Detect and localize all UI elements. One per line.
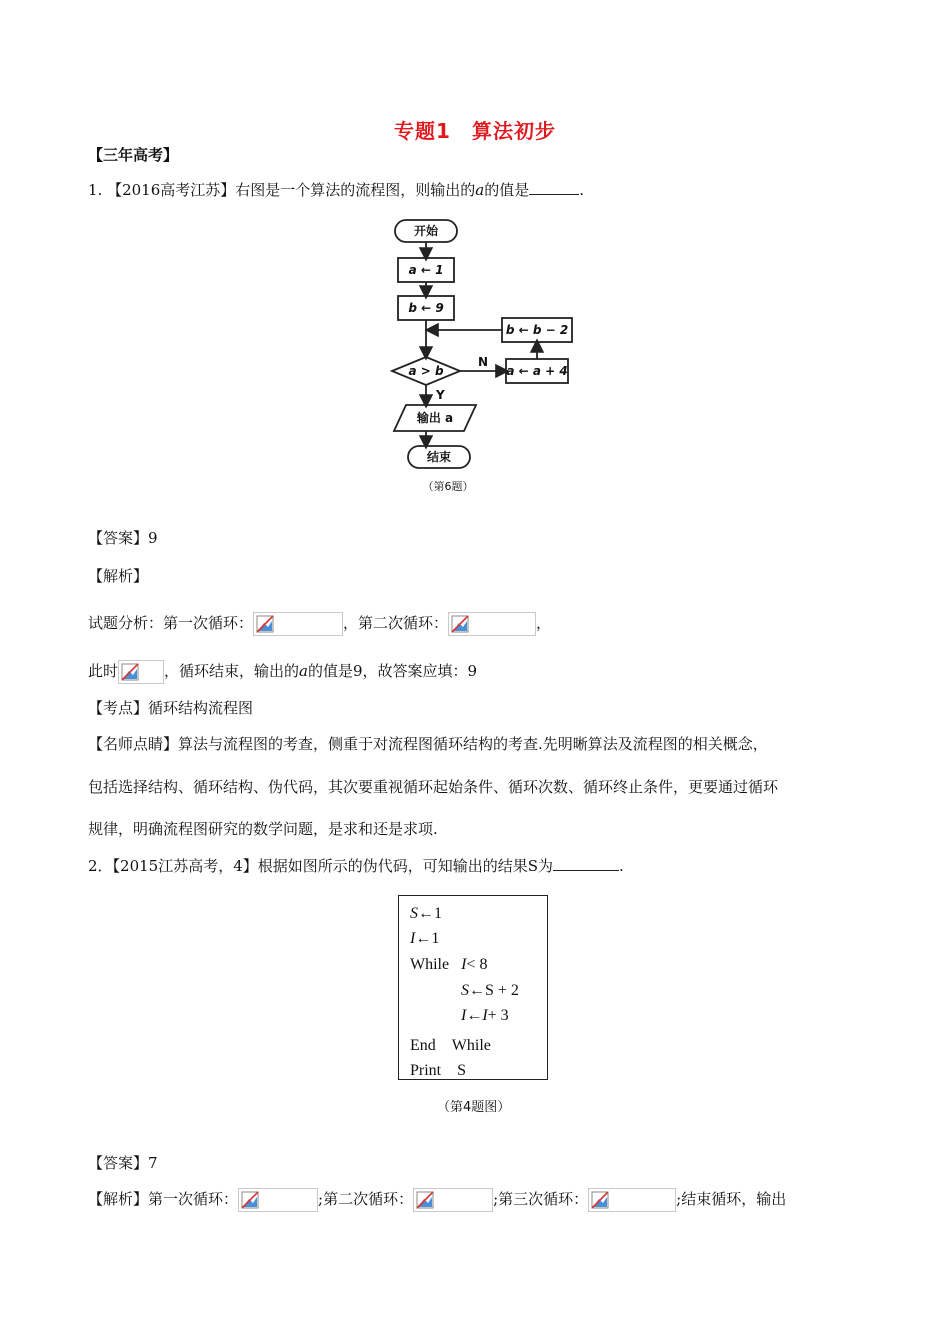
q1-end: .	[579, 181, 585, 199]
q1-analysis-line1	[88, 612, 551, 636]
q2-statement	[88, 856, 624, 876]
q2-number: 2．	[88, 857, 113, 875]
q1-kaodian-label: 【考点】	[88, 699, 149, 717]
code-text: ←1	[415, 930, 440, 947]
code-line-7: Print S	[410, 1062, 467, 1079]
code-line-1	[410, 905, 442, 923]
q1-tip-text: 算法与流程图的考查，侧重于对流程图循环结构的考查.先明晰算法及流程图的相关概念，	[178, 735, 768, 753]
flow-output-label: 输出 a	[416, 411, 454, 425]
flow-step-a-label: a ← 1	[408, 263, 444, 277]
q1-number: 1.	[88, 181, 103, 199]
q2-pseudocode-box	[398, 895, 548, 1080]
broken-image-icon	[256, 615, 274, 633]
code-line-4	[461, 982, 519, 1000]
q2-text: 根据如图所示的伪代码，可知输出的结果S为	[257, 857, 554, 875]
broken-image-icon	[121, 663, 139, 681]
code-var: S	[461, 982, 469, 999]
missing-image-placeholder	[253, 612, 343, 636]
q1-analysis-label: 【解析】	[88, 567, 149, 585]
q1-kaodian-text: 循环结构流程图	[148, 699, 254, 717]
q1-analysis-text: 的值是9，故答案应填：9	[307, 662, 478, 680]
q1-analysis-text: ，	[536, 614, 552, 632]
code-text: ←	[466, 1007, 483, 1024]
code-line-6: End While	[410, 1037, 491, 1054]
q1-tip-label: 【名师点睛】	[88, 735, 179, 753]
code-text: ←1	[418, 905, 442, 922]
code-line-2	[410, 930, 439, 948]
page-title: 专题1 算法初步	[394, 119, 556, 143]
code-line-5	[461, 1007, 509, 1025]
missing-image-placeholder	[588, 1188, 676, 1212]
flow-caption: （第6题）	[422, 480, 474, 493]
flow-loop-a-label: a ← a + 4	[506, 364, 568, 378]
broken-image-icon	[241, 1191, 259, 1209]
missing-image-placeholder	[448, 612, 536, 636]
q2-answer-blank	[553, 856, 619, 871]
q1-tip-line2: 包括选择结构、循环结构、伪代码，其次要重视循环起始条件、循环次数、循环终止条件，更要通过循环	[88, 778, 779, 796]
code-keyword: While	[410, 956, 450, 973]
q1-analysis-text: 试题分析：第一次循环：	[88, 614, 254, 632]
q1-analysis-var: a	[299, 662, 308, 680]
section-label: 【三年高考】	[88, 146, 179, 164]
flow-start-label: 开始	[413, 224, 439, 238]
code-var: S	[410, 905, 418, 922]
flow-loop-b-label: b ← b − 2	[505, 323, 569, 337]
q1-analysis-text: ，循环结束，输出的	[164, 662, 300, 680]
q1-analysis-text: 此时	[88, 662, 119, 680]
code-var: I	[461, 956, 467, 973]
q1-analysis-line2	[88, 660, 477, 684]
q1-kaodian	[88, 698, 253, 718]
code-text: < 8	[466, 956, 488, 973]
flow-yes-label: Y	[436, 388, 445, 402]
code-var: I	[461, 1007, 467, 1024]
q1-source: 【2016高考江苏】	[107, 181, 236, 199]
q1-tip-line1	[88, 734, 768, 754]
q2-end: .	[619, 857, 624, 875]
q2-answer: 【答案】7	[88, 1154, 158, 1172]
code-var: I	[410, 930, 416, 947]
q2-analysis-text: ;第三次循环：	[493, 1190, 589, 1208]
code-var: I	[482, 1007, 488, 1024]
q1-tip-line3: 规律，明确流程图研究的数学问题，是求和还是求项.	[88, 820, 438, 838]
q1-answer-blank	[529, 180, 579, 195]
broken-image-icon	[451, 615, 469, 633]
missing-image-placeholder	[118, 660, 164, 684]
flow-end-label: 结束	[426, 450, 452, 464]
q2-analysis	[88, 1188, 786, 1212]
missing-image-placeholder	[238, 1188, 318, 1212]
q2-analysis-text: 第一次循环：	[148, 1190, 239, 1208]
q1-analysis-text: ，第二次循环：	[343, 614, 449, 632]
flow-decision-label: a > b	[408, 364, 444, 378]
broken-image-icon	[416, 1191, 434, 1209]
q1-flowchart	[380, 212, 580, 502]
q1-statement	[88, 180, 584, 200]
q2-caption: （第4题图）	[437, 1100, 511, 1115]
flow-no-label: N	[477, 355, 489, 369]
q2-analysis-text: ;第二次循环：	[318, 1190, 414, 1208]
flow-step-b-label: b ← 9	[408, 301, 444, 315]
q1-text-b: 的值是	[484, 181, 530, 199]
q1-text-a: 右图是一个算法的流程图，则输出的	[235, 181, 476, 199]
q1-answer: 【答案】9	[88, 529, 158, 547]
q2-analysis-label: 【解析】	[88, 1190, 149, 1208]
code-text: + 3	[487, 1007, 509, 1024]
q1-var-a: a	[475, 181, 485, 199]
broken-image-icon	[591, 1191, 609, 1209]
q2-analysis-text: ;结束循环，输出	[676, 1190, 787, 1208]
code-text: ←S + 2	[469, 982, 519, 999]
code-line-3	[410, 956, 487, 974]
missing-image-placeholder	[413, 1188, 493, 1212]
q2-source: 【2015江苏高考，4】	[112, 857, 258, 875]
